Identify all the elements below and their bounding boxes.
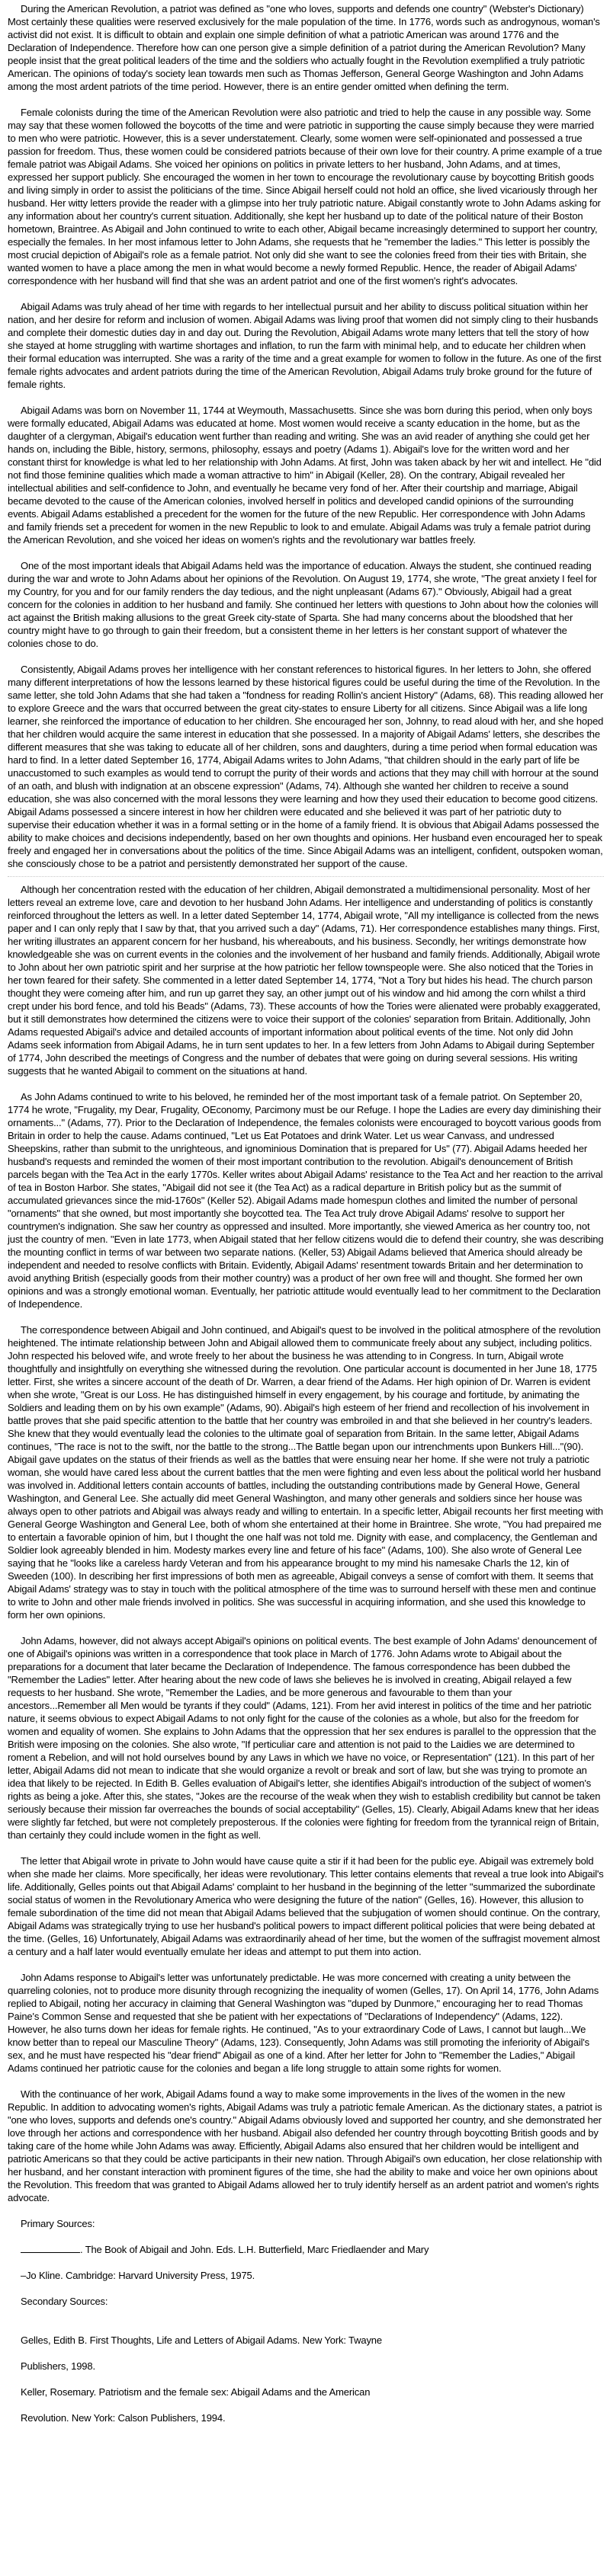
- secondary-sources-heading: Secondary Sources:: [21, 2296, 108, 2307]
- essay-paragraph: The letter that Abigail wrote in private to John would have cause quite a stir if it had been for the public eye. Abigail was extremely bold when she made her claims. More specifically, her ideas were revolutionary. This letter contains elements that reveal a true look into Abigail's life. Additionally, Gelles points out that Abigail Adams' complaint to her husband in the beginning of the letter "summarized the subordinate social status of women in the Revolutionary America who were designing the future of the nation" (Gelles, 16). However, this allusion to female subordination of the time did not mean that Abigail Adams believed that the subjugation of women should continue. On the contrary, Abigail Adams was strategically trying to use her husband's political powers to impact different political policies that were being debated at the time. (Gelles, 16) Unfortunately, Abigail Adams was extraordinarily ahead of her time, but the women of the suffragist movement almost a century and a half later would eventually emulate her ideas and attempt to put them into action.: [8, 1855, 604, 1957]
- essay-paragraph: Abigail Adams was truly ahead of her time with regards to her intellectual pursuit and her ability to discuss political situation within her nation, and her desire for reform and inclusion of women. Abigail Adams was living proof that women did not simply cling to their husbands and complete their domestic duties day in and day out. During the Revolution, Abigail Adams wrote many letters that tell the story of how she stayed at home struggling with wartime shortages and inflation, to run the farm with minimal help, and to educate her children when their formal education was interrupted. She was a rarity of the time and a great example for women to follow in the future. As one of the first female rights advocates and ardent patriots during the time of the American Revolution, Abigail Adams truly broke ground for the future of female rights.: [8, 301, 602, 390]
- reference-entry: –Jo Kline. Cambridge: Harvard University Press, 1975.: [21, 2270, 255, 2281]
- essay-paragraph: Although her concentration rested with the education of her children, Abigail demonstrated a multidimensional personality. Most of her letters reveal an extreme love, care and devotion to her husband John Adams. Her intelligence and understanding of politics is constantly reinforced throughout the letters as well. In a letter dated September 14, 1774, Abigail wrote, "All my intelligance is collected from the news paper and I can only reply that I saw by that, that you arrived such a day" (Adams, 71). Her correspondence establishes many things. First, her writing illustrates an apparent concern for her husband, his whereabouts, and his business. Secondly, her writings demonstrate how knowledgeable she was on current events in the colonies and the involvement of her husband and family friends. Additionally, Abigail wrote to John about her own patriotic spirit and her surprise at the how patriotic her fellow townspeople were. She also noticed that the Tories in her town feared for their safety. She commented in a letter dated September 14, 1774, "Not a Tory but hides his head. The church parson thought they were comeing after him, and run up garret they say, an other jumpt out of his window and hid among the corn whilst a third crept under his bord fence, and told his Beads" (Adams, 73). These accounts of how the Tories were alienated were probably exaggerated, but it still demonstrates how determined the citizens were to voice their support of the colonies' separation from Britain. Additionally, John Adams requested Abigail's advice and detailed accounts of important information about political events of the time. Not only did John Adams seek information from Abigail Adams, he in turn sent updates to her. In a few letters from John Adams to Abigail during September of 1774, John described the meetings of Congress and the number of debates that were going on during several sessions. His writing suggests that he wanted Abigail to comment on the situations at hand.: [8, 884, 601, 1077]
- essay-paragraph: John Adams response to Abigail's letter was unfortunately predictable. He was more concerned with creating a unity between the quarreling colonies, not to produce more disunity through recognizing the inequality of women (Gelles, 17). On April 14, 1776, John Adams replied to Abigail, noting her accuracy in claiming that General Washington was "duped by Dunmore," encouraging her to read Thomas Paine's Common Sense and requested that she be patient with her expectations of "Declarations of Independency" (Adams, 122). However, he also turns down her ideas for female rights. He continued, "As to your extraordinary Code of Laws, I cannot but laugh...We know better than to repeal our Masculine Theory" (Adams, 123). Consequently, John Adams was still promoting the inferiority of Abigail's sex, and he must have respected his "dear friend" Abigail as one of a kind. After her letter for John to "Remember the Ladies," Abigail Adams continued her patriotic cause for the colonies and began a life long struggle to attain some rights for women.: [8, 1972, 599, 2074]
- reference-entry: [21, 2243, 604, 2256]
- essay-paragraph: With the continuance of her work, Abigail Adams found a way to make some improvements in the lives of the women in the new Republic. In addition to advocating women's rights, Abigail Adams was truly a patriotic female American. As the dictionary states, a patriot is "one who loves, supports and defends one's country." Abigail Adams obviously loved and supported her country, and she demonstrated her love through her actions and correspondence with her husband. Abigail also defended her country through boycotting British goods and by taking care of the home while John Adams was away. Efficiently, Abigail Adams also ensured that her children would be intelligent and patriotic Americans so that they could be active participants in their new nation. Through Abigail's own education, her close relationship with her husband, and her constant interaction with prominent figures of the time, she had the ability to make and voice her own opinions about the Revolution. This freedom that was granted to Abigail Adams allowed her to truly identify herself as an ardent patriot and women's rights advocate.: [8, 2088, 602, 2203]
- reference-entry: Gelles, Edith B. First Thoughts, Life and Letters of Abigail Adams. New York: Twayne: [21, 2334, 382, 2346]
- essay-paragraph: Consistently, Abigail Adams proves her intelligence with her constant references to historical figures. In her letters to John, she offered many different interpretations of how the lessons learned by these historical figures could be useful during the time of the Revolution. In the same letter, she told John Adams that she had taken a "fondness for reading Rollin's ancient History" (Adams, 68). This reading allowed her to explore Greece and the wars that occurred between the great city-states to ensure Liberty for all citizens. Since Abigail was a life long learner, she reinforced the importance of education to her children. She encouraged her son, Johnny, to read aloud with her, and she hoped that her children would acquire the same interest in education that she possessed. In a majority of Abigail Adams' letters, she describes the different measures that she was taking to educate all of her children, sons and daughters, during a time period when formal education was hard to find. In a letter dated September 16, 1774, Abigail Adams writes to John Adams, "that children should in the early part of life be unaccustomed to such examples as would tend to corrupt the purity of their words and actions that they may chill with horrour at the sound of an oath, and blush with indignation at an obscene expression" (Adams, 74). Although she wanted her children to receive a sound education, she was also concerned with the moral lessons they were learning and how they used their education to become good citizens. Abigail Adams possessed a sincere interest in how her children were educated and she believed it was part of her patriotic duty to supervise their education whether it was in a formal setting or in the home of a family friend. It is obvious that Abigail Adams possessed the ability to make choices and decisions independently, based on her own thoughts and opinions. Her husband even encouraged her to speak freely and engaged her in conversations about the politics of the time. Since Abigail Adams was an intelligent, confident, outspoken woman, she consciously chose to be a patriot and persistently demonstrated her support of the cause.: [8, 664, 604, 869]
- essay-paragraph: One of the most important ideals that Abigail Adams held was the importance of education. Always the student, she continued reading during the war and wrote to John Adams about her opinions of the Revolution. On August 19, 1774, she wrote, "The great anxiety I feel for my Country, for you and for our family renders the day tedious, and the night unpleasant (Adams 67)." Obviously, Abigail had a great concern for the colonies in addition to her husband and family. She continued her letters with questions to John about how the colonies will act against the British making allusions to the great Greek city-state of Sparta. She had many concerns about the bloodshed that her country might have to go through to gain their freedom, but a consistent theme in her letters is her constant support of whatever the colonies chose to do.: [8, 560, 599, 649]
- author-blank-line: [21, 2243, 80, 2253]
- reference-entry: Revolution. New York: Calson Publishers, 1994.: [21, 2412, 226, 2424]
- essay-paragraph: As John Adams continued to write to his beloved, he reminded her of the most important task of a female patriot. On September 20, 1774 he wrote, "Frugality, my Dear, Frugality, OEconomy, Parcimony must be our Refuge. I hope the Ladies are every day diminishing their ornaments..." (Adams, 77). Prior to the Declaration of Independence, the females colonists were encouraged to boycott various goods from Britain in order to help the cause. Adams continued, "Let us Eat Potatoes and drink Water. Let us wear Canvass, and undressed Sheepskins, rather than submit to the unrighteous, and ignominious Domination that is prepared for Us" (77). Abigail Adams heeded her husband's requests and reminded the women of their most important contribution to the revolution. Abigail's denouncement of British parcels began with the Tea Act in the early 1770s. Keller writes about Abigail Adams' resistance to the Tea Act and her reaction to the arrival of tea in Boston Harbor. She states, "Abigail did not see it (the Tea Act) as a radical departure in British policy but as the summit of accumulated grievances since the mid-1760s" (Keller 52). Abigail Adams made homespun clothes and limited the number of personal "ornaments" that she owned, but most importantly she boycotted tea. The Tea Act truly drove Abigail Adams' resolve to support her countrymen's indignation. She saw her country as oppressed and insulted. More importantly, she viewed America as her country too, not just the country of men. "Even in late 1773, when Abigail stated that her fellow citizens would die to defend their country, she was describing the mounting conflict in terms of war between two separate nations. (Keller, 53) Abigail Adams believed that America should already be independent and needed to resolve conflicts with Britain. Evidently, Abigail Adams' resentment towards Britain and her determination to avoid anything British (especially goods from their mother country) was a product of her own free will and thought. She formed her own opinions and was a strongly emotional woman. Eventually, her patriotic attitude would eventually lead to her commitment to the Declaration of Independence.: [8, 1091, 604, 1310]
- essay-paragraph: During the American Revolution, a patriot was defined as "one who loves, supports and defends one country" (Webster's Dictionary) Most certainly these qualities were reserved exclusively for the male population of the time. In 1776, words such as androgynous, woman's activist did not exist. It is difficult to obtain and explain one simple definition of what a patriotic American was around 1776 and the Declaration of Independence. Therefore how can one person give a simple definition of a patriot during the American Revolution? Many people insist that the great political leaders of the time and the soldiers who actually fought in the Revolution exemplified a truly patriotic American. The opinions of today's society lean towards men such as Thomas Jefferson, General George Washington and John Adams among the most ardent patriots of the time period. However, there is an entire gender omitted when defining the term.: [8, 3, 600, 92]
- page-break-divider: [8, 876, 604, 877]
- essay-paragraph: The correspondence between Abigail and John continued, and Abigail's quest to be involved in the political atmosphere of the revolution heightened. The intimate relationship between John and Abigail allowed them to communicate freely about any subject, including politics. John respected his beloved wife, and wrote freely to her about the business he was attending to in Congress. In turn, Abigail wrote thoughtfully and insightfully on everything she witnessed during the revolution. One particular account is documented in her June 18, 1775 letter. First, she writes a sincere account of the death of Dr. Warren, a dear friend of the Adams. Her high opinion of Dr. Warren is evident when she wrote, "Great is our Loss. He has distinguished himself in every engagement, by his courage and fortitude, by animating the Soldiers and leading them on by his own example" (Adams, 90). Abigail's high esteem of her friend and recollection of his involvement in battle proves that she paid specific attention to the battle that her country was embroiled in and that she believed in her country's leaders. She knew that they would eventually lead the colonies to the ultimate goal of separation from Britain. In the same letter, Abigail Adams continues, "The race is not to the swift, nor the battle to the strong...The Battle began upon our intrenchments upon Bunkers Hill..."(90). Abigail gave updates on the status of their friends as well as the battles that were ensuing near her home. If she were not truly a patriotic woman, she would have cared less about the current battles that the men were fighting and even less about the political world her husband was involved in. Additional letters contain accounts of battles, including the outstanding contributions made by General Howe, General Washington, and General Lee. She actually did meet General Washington, and many other generals and soldiers since her house was always open to other patriots and Abigail was always ready and willing to entertain. In a specific letter, Abigail recounts her first meeting with General George Washington and General Lee, both of whom she entertained at their home in Braintree. She wrote, "You had prepaired me to entertain a favorable opinion of him, but I thought the one half was not told me. Dignity with ease, and complacency, the Gentleman and Soldier look agreeably blended in him. Modesty markes every line and feture of his face" (Adams, 100). She also wrote of General Lee saying that he "looks like a careless hardy Veteran and from his appearance brought to my mind his namesake Charls the 12, kin of Sweeden (100). In describing her first impressions of both men as agreeable, Abigail conveys a sense of comfort with them. It seems that Abigail Adams' strategy was to stay in touch with the political atmosphere of the time was to surround herself with these men and continue to write to John and other male friends involved in politics. She was successful in acquiring information, and she used this knowledge to form her own opinions.: [8, 1324, 603, 1621]
- essay-paragraph: Female colonists during the time of the American Revolution were also patriotic and tried to help the cause in any possible way. Some may say that these women followed the boycotts of the time and were patriotic in supporting the cause simply because they were married to men who were patriotic. However, this is a sever understatement. Clearly, some women were self-opinionated and possessed a true passion for freedom. Thus, these women could be considered patriots because of their own love for their country. A prime example of a true female patriot was Abigail Adams. She voiced her opinions on politics in private letters to her husband, John Adams, and at times, expressed her support publicly. She encouraged the women in her town to encourage the revolutionary cause by boycotting British goods and living simply in order to assist the politicians of the time. Since Abigail herself could not hold an office, she lived vicariously through her husband. Her witty letters provide the reader with a glimpse into her truly patriotic nature. Abigail constantly wrote to John Adams asking for any information about her country's current situation. Additionally, she kept her husband up to date of the political nature of their Boston hometown, Braintree. As Abigail and John continued to write to each other, Abigail became increasingly determined to support her country, especially the females. In her most infamous letter to John Adams, she requests that he "remember the ladies." This letter is possibly the most crucial depiction of Abigail's role as a female patriot. Not only did she want to see the colonies freed from their ties with Britain, she wanted women to have a place among the men in what would become a newly formed Republic. Hence, the reader of Abigail Adams' correspondence with her husband will find that she was an ardent patriot and one of the first women's right's advocates.: [8, 107, 602, 286]
- reference-entry: Publishers, 1998.: [21, 2360, 95, 2372]
- primary-sources-heading: Primary Sources:: [21, 2218, 95, 2229]
- essay-paragraph: John Adams, however, did not always accept Abigail's opinions on political events. The best example of John Adams' denouncement of one of Abigail's opinions was written in a correspondence that took place in March of 1776. John Adams wrote to Abigail about the preparations for a document that later became the Declaration of Independence. The famous correspondence has been dubbed the "Remember the Ladies" letter. After hearing about the new code of laws she believes he is involved in creating, Abigail relayed a few requests to her husband. She wrote, "Remember the Ladies, and be more generous and favourable to them than your ancestors...Remember all Men would be tyrants if they could" (Adams, 121). From her avid interest in politics of the time and her patriotic nature, it seems obvious to expect Abigail Adams to not only fight for the cause of the colonies as a whole, but also for the freedom for women and equality of women. She explains to John Adams that the oppression that her sex endures is parallel to the oppression that the British were imposing on the colonies. She also wrote, "If perticuliar care and attention is not paid to the Laidies we are determined to roment a Rebelion, and will not hold ourselves bound by any Laws in which we have no voice, or Representation" (121). In this part of her letter, Abigail Adams did not mean to indicate that she would organize a revolt or break and sort of law, but she was trying to promote an idea that likely to be rejected. In Edith B. Gelles evaluation of Abigail's letter, she identifies Abigail's introduction of the subject of women's rights as being a joke. After this, she states, "Jokes are the recourse of the weak when they wish to establish credibility but cannot be taken seriously because their mission far overreaches the bounds of social acceptability" (Gelles, 15). Clearly, Abigail Adams knew that her ideas were slightly far fetched, but were not completely preposterous. If the colonies were fighting for freedom from the tyrannical reign of Britain, than certainly they could include women in the fight as well.: [8, 1635, 601, 1841]
- works-cited: [8, 2217, 604, 2424]
- essay-paragraph: Abigail Adams was born on November 11, 1744 at Weymouth, Massachusetts. Since she was born during this period, when only boys were formally educated, Abigail Adams was educated at home. Most women would receive a scanty education in the home, but as the daughter of a clergyman, Abigail's education went further than reading and writing. She was an avid reader of anything she could get her hands on, including the Bible, history, sermons, philosophy, essays and poetry (Adams 1). Abigail's love for the written word and her constant thirst for knowledge is what led to her relationship with John Adams. At first, John was taken aback by her wit and intellect. He "did not find those feminine qualities which made a woman attractive to him" in Abigail (Keller, 28). On the contrary, Abigail revealed her intellectual abilities and self-confidence to John, and eventually he became very fond of her. After their courtship and marriage, Abigail became devoted to the cause of the American colonies, involved herself in politics and developed candid opinions of the surrounding events. Abigail Adams established a precedent for the women for the future of the new Republic. Her correspondence with John Adams and family friends set a precedent for women in the new Republic to look to and emulate. Abigail Adams was truly a female patriot during the American Revolution, and she voiced her ideas on women's rights and the revolutionary war battles freely.: [8, 405, 602, 546]
- reference-text: . The Book of Abigail and John. Eds. L.H. Butterfield, Marc Friedlaender and Mary: [80, 2244, 429, 2255]
- reference-entry: Keller, Rosemary. Patriotism and the female sex: Abigail Adams and the American: [21, 2386, 371, 2398]
